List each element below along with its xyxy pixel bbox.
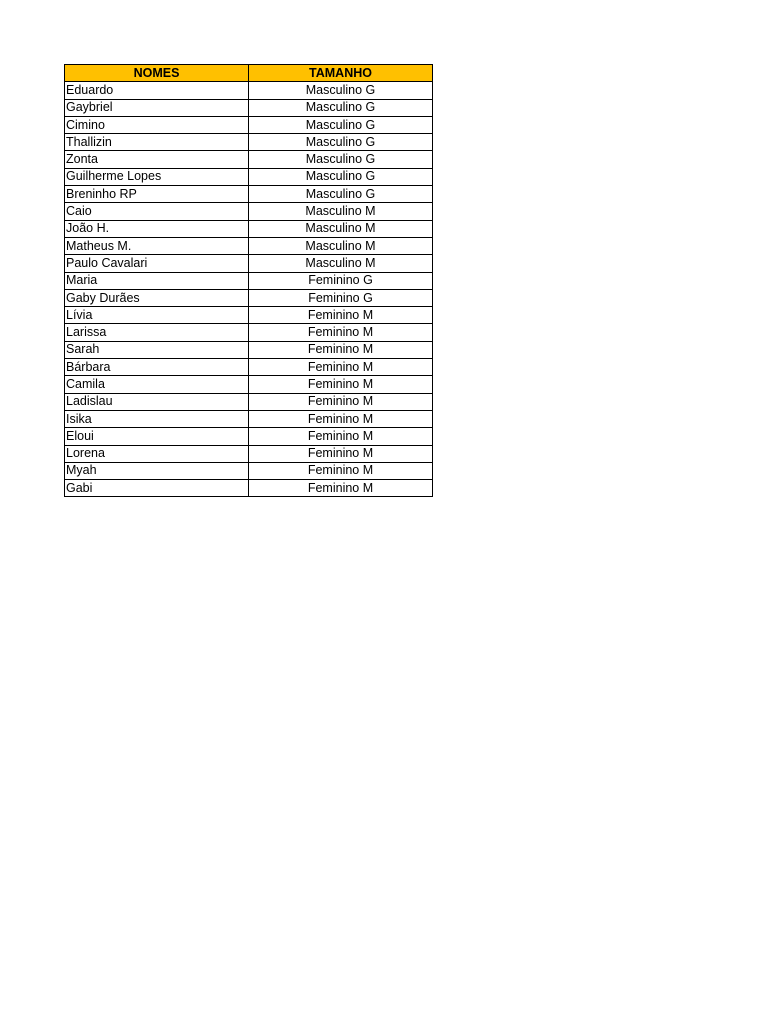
- size-cell: Feminino M: [249, 376, 433, 393]
- table-row: [65, 134, 433, 151]
- name-cell: Zonta: [65, 151, 249, 168]
- table-row: [65, 203, 433, 220]
- table-row: [65, 99, 433, 116]
- name-cell: Cimino: [65, 116, 249, 133]
- name-cell: João H.: [65, 220, 249, 237]
- table-row: [65, 151, 433, 168]
- table-row: [65, 480, 433, 497]
- table-row: [65, 359, 433, 376]
- name-cell: Sarah: [65, 341, 249, 358]
- size-cell: Masculino G: [249, 99, 433, 116]
- name-cell: Lívia: [65, 307, 249, 324]
- size-cell: Masculino G: [249, 82, 433, 99]
- name-cell: Lorena: [65, 445, 249, 462]
- table-row: [65, 376, 433, 393]
- size-cell: Masculino M: [249, 237, 433, 254]
- size-cell: Masculino G: [249, 151, 433, 168]
- names-sizes-table: [64, 64, 433, 497]
- size-cell: Feminino M: [249, 462, 433, 479]
- table-row: [65, 324, 433, 341]
- size-cell: Feminino M: [249, 445, 433, 462]
- table-row: [65, 445, 433, 462]
- table-row: [65, 237, 433, 254]
- size-cell: Masculino M: [249, 255, 433, 272]
- size-cell: Masculino M: [249, 220, 433, 237]
- table-row: [65, 341, 433, 358]
- size-cell: Feminino M: [249, 428, 433, 445]
- size-cell: Feminino G: [249, 272, 433, 289]
- name-cell: Larissa: [65, 324, 249, 341]
- size-cell: Feminino G: [249, 289, 433, 306]
- name-cell: Paulo Cavalari: [65, 255, 249, 272]
- header-row: [65, 65, 433, 82]
- table-row: [65, 410, 433, 427]
- size-cell: Masculino G: [249, 168, 433, 185]
- name-cell: Maria: [65, 272, 249, 289]
- size-cell: Masculino G: [249, 186, 433, 203]
- name-cell: Caio: [65, 203, 249, 220]
- column-header-size: TAMANHO: [249, 65, 433, 82]
- name-cell: Thallizin: [65, 134, 249, 151]
- table-row: [65, 462, 433, 479]
- size-cell: Feminino M: [249, 324, 433, 341]
- name-cell: Gaybriel: [65, 99, 249, 116]
- size-cell: Masculino G: [249, 116, 433, 133]
- name-cell: Eloui: [65, 428, 249, 445]
- table-row: [65, 82, 433, 99]
- name-cell: Bárbara: [65, 359, 249, 376]
- name-cell: Eduardo: [65, 82, 249, 99]
- name-cell: Breninho RP: [65, 186, 249, 203]
- name-cell: Myah: [65, 462, 249, 479]
- name-cell: Isika: [65, 410, 249, 427]
- name-cell: Gabi: [65, 480, 249, 497]
- name-cell: Guilherme Lopes: [65, 168, 249, 185]
- table-row: [65, 220, 433, 237]
- table-row: [65, 186, 433, 203]
- table-row: [65, 255, 433, 272]
- table-row: [65, 168, 433, 185]
- size-cell: Masculino G: [249, 134, 433, 151]
- table-body: [65, 82, 433, 497]
- table-row: [65, 393, 433, 410]
- table-row: [65, 289, 433, 306]
- size-cell: Masculino M: [249, 203, 433, 220]
- table-row: [65, 116, 433, 133]
- size-cell: Feminino M: [249, 359, 433, 376]
- name-cell: Gaby Durães: [65, 289, 249, 306]
- name-cell: Matheus M.: [65, 237, 249, 254]
- size-cell: Feminino M: [249, 393, 433, 410]
- size-cell: Feminino M: [249, 307, 433, 324]
- name-cell: Ladislau: [65, 393, 249, 410]
- size-cell: Feminino M: [249, 410, 433, 427]
- name-cell: Camila: [65, 376, 249, 393]
- size-cell: Feminino M: [249, 341, 433, 358]
- column-header-names: NOMES: [65, 65, 249, 82]
- size-cell: Feminino M: [249, 480, 433, 497]
- table-row: [65, 428, 433, 445]
- table-row: [65, 272, 433, 289]
- table-row: [65, 307, 433, 324]
